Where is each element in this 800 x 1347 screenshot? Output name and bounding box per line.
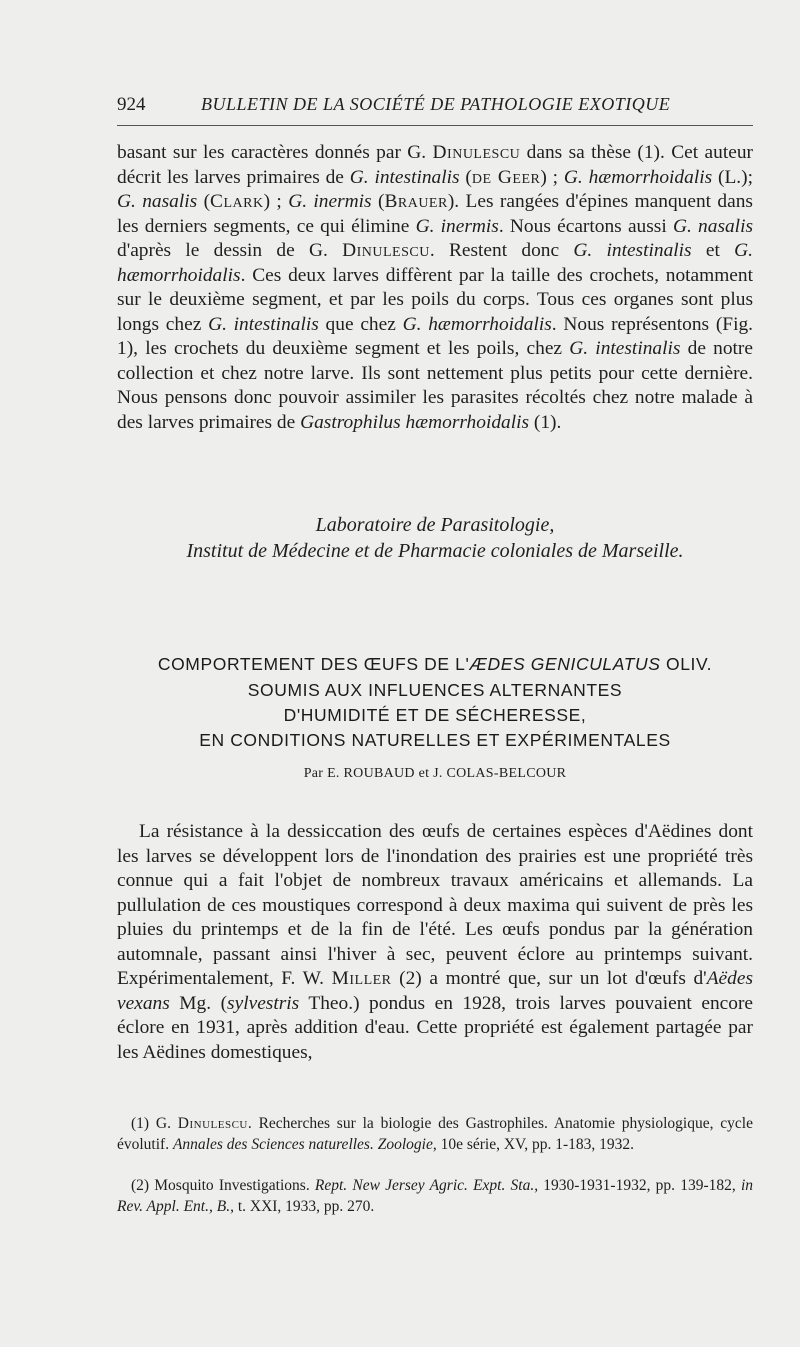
paragraph-continuation bbox=[117, 141, 753, 435]
text-run: ( bbox=[459, 166, 472, 188]
text-run: . Recherches sur la biologie des Gastrophiles. Anatomie physiologique, cycle évolutif. bbox=[117, 1115, 753, 1153]
text-run: ( bbox=[197, 191, 211, 212]
text-run: dans sa thèse (1). Cet auteur décrit les larves primaires de bbox=[117, 142, 753, 188]
text-run: ( bbox=[371, 191, 385, 212]
text-run: Theo.) pondus en 1928, trois larves pouvaient encore éclore en 1931, après addition d'eau. Cette propriété est également partagée par les Aëdines domestiques, bbox=[117, 992, 754, 1063]
running-title: BULLETIN DE LA SOCIÉTÉ DE PATHOLOGIE EXOTIQUE bbox=[201, 94, 671, 114]
text-run: . Nous écartons aussi bbox=[498, 215, 673, 237]
footnote-1 bbox=[117, 1114, 753, 1155]
text-run: de notre collection et chez notre larve. Ils sont nettement plus petits pour cette dernière. Nous pensons donc pouvoir assimiler les parasites récoltés chez notre malade à des larves primaires de bbox=[117, 338, 753, 433]
text-run: , t. XXI, 1933, pp. 270. bbox=[230, 1197, 375, 1215]
author-name: Clark bbox=[210, 191, 264, 212]
text-run: La résistance à la dessiccation des œufs de certaines espèces d'Aëdines dont les larves se développent lors de l'inondation des prairies est une propriété très connue qui a fait l'objet de nombreux travaux américains et allemands. La pullulation de ces moustiques correspond à deux maxima qui suivent de près les pluies du printemps et de la fin de l'été. Les œufs pondus par la génération automnale, passant ainsi l'hiver à sec, peuvent éclore au printemps suivant. Expérimentalement, F. W. bbox=[117, 821, 753, 989]
text-run: . Ces deux larves diffèrent par la taille des crochets, notamment sur le deuxième segment, et par les poils du corps. Tous ces organes sont plus longs chez bbox=[117, 264, 753, 335]
article-title-line-4: EN CONDITIONS NATURELLES ET EXPÉRIMENTALES bbox=[199, 730, 671, 750]
text-run: ). Les rangées d'épines manquent dans les derniers segments, ce qui élimine bbox=[117, 191, 753, 237]
author-name: Brauer bbox=[384, 191, 448, 212]
species-name: G. inermis bbox=[288, 191, 372, 212]
species-name: G. nasalis bbox=[117, 191, 198, 212]
species-name: G. nasalis bbox=[672, 215, 754, 237]
species-name: G. hæmorrhoidalis bbox=[563, 166, 713, 188]
author-name: Dinulescu bbox=[177, 1115, 248, 1132]
article-title-line-1 bbox=[117, 654, 753, 675]
species-name: G. intestinalis bbox=[569, 338, 681, 359]
article-title-line-2: SOUMIS AUX INFLUENCES ALTERNANTES bbox=[247, 680, 623, 700]
article-authors: Par E. ROUBAUD et J. COLAS-BELCOUR bbox=[303, 766, 567, 781]
title-species: ÆDES GENICULATUS bbox=[469, 654, 661, 674]
text-run: d'après le dessin de G. bbox=[117, 240, 343, 261]
species-name: Aëdes vexans bbox=[117, 968, 753, 1014]
text-run: et bbox=[691, 240, 735, 261]
text-run: ) ; bbox=[263, 191, 289, 212]
journal-name: Rept. New Jersey Agric. Expt. Sta. bbox=[314, 1177, 535, 1194]
species-name: Gastrophilus hæmorrhoidalis bbox=[300, 411, 530, 433]
species-name: sylvestris bbox=[227, 992, 300, 1014]
text-run: (1) G. bbox=[131, 1115, 178, 1132]
species-name: G. intestinalis bbox=[208, 313, 319, 335]
article-title-line-3: D'HUMIDITÉ ET DE SÉCHERESSE, bbox=[283, 705, 587, 725]
article-body-paragraph bbox=[117, 820, 753, 1065]
page-header bbox=[117, 94, 753, 120]
header-rule bbox=[117, 125, 753, 126]
text-run: que chez bbox=[318, 313, 403, 335]
species-name: G. intestinalis bbox=[573, 240, 692, 261]
text-run: basant sur les caractères donnés par G. bbox=[117, 142, 433, 163]
journal-name: Annales des Sciences naturelles. Zoologie bbox=[172, 1135, 433, 1153]
author-name: Dinulescu bbox=[342, 240, 430, 261]
text-run: . Nous représentons (Fig. 1), les crochets du deuxième segment et les poils, chez bbox=[117, 313, 754, 359]
footnote-2 bbox=[117, 1176, 753, 1217]
species-name: G. intestinalis bbox=[349, 166, 460, 188]
affiliation-lab: Laboratoire de Parasitologie, bbox=[315, 514, 555, 536]
text-run: ) ; bbox=[540, 166, 564, 188]
affiliation-institute: Institut de Médecine et de Pharmacie coloniales de Marseille. bbox=[186, 540, 684, 562]
text-run: . Restent donc bbox=[429, 240, 574, 261]
text-run: , 10e série, XV, pp. 1-183, 1932. bbox=[432, 1135, 635, 1153]
text-run: (L.); bbox=[712, 166, 753, 188]
author-name: Dinulescu bbox=[432, 142, 521, 163]
title-run: OLIV. bbox=[660, 654, 713, 674]
text-run: Mg. ( bbox=[169, 992, 228, 1014]
author-name: de Geer bbox=[471, 166, 541, 188]
species-name: G. inermis bbox=[415, 215, 499, 237]
species-name: G. hæmorrhoidalis bbox=[117, 240, 753, 286]
text-run: (2) Mosquito Investigations. bbox=[131, 1177, 315, 1194]
text-run: (1). bbox=[529, 411, 562, 433]
page-number: 924 bbox=[117, 94, 146, 115]
species-name: G. hæmorrhoidalis bbox=[402, 313, 552, 335]
text-run: , 1930-1931-1932, pp. 139-182, bbox=[534, 1177, 741, 1194]
author-name: Miller bbox=[331, 968, 392, 989]
text-run: (2) a montré que, sur un lot d'œufs d' bbox=[391, 968, 707, 989]
journal-name: in Rev. Appl. Ent., B. bbox=[117, 1177, 753, 1215]
title-run: COMPORTEMENT DES ŒUFS DE L' bbox=[157, 654, 470, 674]
